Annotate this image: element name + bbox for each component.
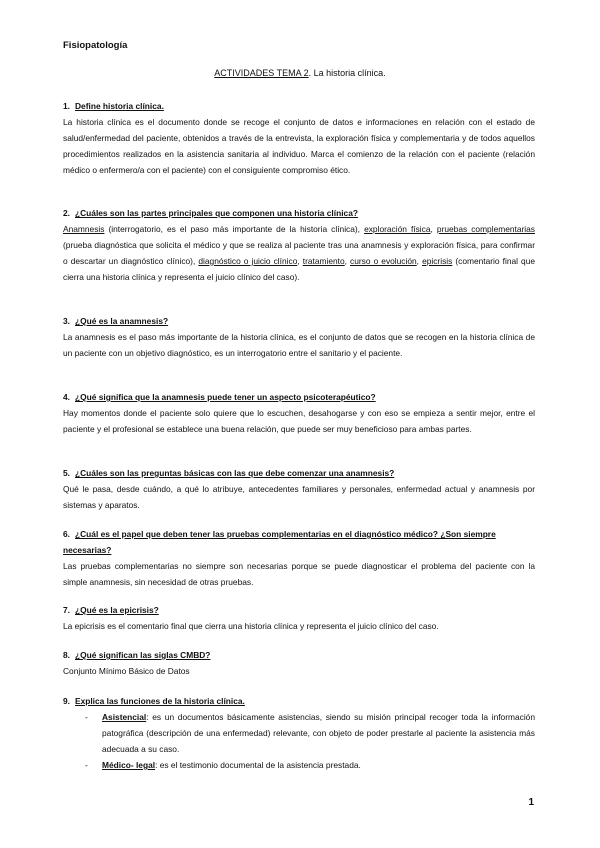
answer-6: Las pruebas complementarias no siempre son necesarias porque se puede diagnosticar el problema del paciente con la simple anamnesis, sin necesidad de otras pruebas.	[63, 561, 535, 587]
section-2	[63, 205, 535, 285]
label-medico-legal: Médico- legal	[102, 760, 156, 770]
term-epicrisis: epicrisis	[422, 256, 453, 266]
section-9	[63, 693, 535, 773]
question-9: 9. Explica las funciones de la historia clínica.	[63, 696, 245, 706]
section-8	[63, 647, 535, 679]
list-item: - Médico- legal: es el testimonio documental de la asistencia prestada.	[85, 760, 361, 770]
answer-7: La epicrisis es el comentario final que cierra una historia clínica y representa el juicio clínico del caso.	[63, 621, 439, 631]
section-5	[63, 465, 535, 513]
section-7	[63, 602, 535, 634]
list-item: - Asistencial: es un documentos básicamente asistencias, siendo su misión principal recoger toda la información patográfica (descripción de una enfermedad) relevante, con objeto de poder prestarle al paciente la asistencia más adecuada a su caso.	[85, 712, 535, 754]
label-asistencial: Asistencial	[102, 712, 147, 722]
section-6	[63, 526, 535, 590]
term-anamnesis: Anamnesis	[63, 224, 105, 234]
title-rest: . La historia clínica.	[308, 68, 386, 78]
course-header: Fisiopatología	[63, 40, 128, 51]
page-title	[0, 68, 600, 78]
question-2: 2. ¿Cuáles son las partes principales que componen una historia clínica?	[63, 208, 358, 218]
answer-4: Hay momentos donde el paciente solo quiere que lo escuchen, desahogarse y con eso se empieza a sentir mejor, entre el paciente y el profesional se establece una buena relación, que puede ser muy beneficioso para ambas partes.	[63, 408, 535, 434]
question-3: 3. ¿Qué es la anamnesis?	[63, 316, 169, 326]
term-tratamiento: tratamiento	[302, 256, 345, 266]
term-exploracion: exploración física	[364, 224, 431, 234]
answer-5: Qué le pasa, desde cuándo, a qué lo atribuye, antecedentes familiares y personales, enfermedad actual y anamnesis por sistemas y aparatos.	[63, 484, 535, 510]
answer-8: Conjunto Mínimo Básico de Datos	[63, 666, 190, 676]
question-5: 5. ¿Cuáles son las preguntas básicas con las que debe comenzar una anamnesis?	[63, 468, 395, 478]
section-1	[63, 98, 535, 178]
section-3	[63, 313, 535, 361]
answer-2: Anamnesis (interrogatorio, es el paso más importante de la historia clínica), exploración física, pruebas complementarias (prueba diagnóstica que solicita el médico y que se realiza al paciente tras una anamnesis y exploración física, para confirmar o descartar un diagnóstico clínico), diagnóstico o juicio clínico, tratamiento, curso o evolución, epicrisis (comentario final que cierra una historia clínica y representa el juicio clínico del caso).	[63, 224, 536, 282]
question-4: 4. ¿Qué significa que la anamnesis puede tener un aspecto psicoterapéutico?	[63, 392, 376, 402]
answer-3: La anamnesis es el paso más importante de la historia clínica, es el conjunto de datos que se recogen en la historia clínica de un paciente con un objetivo diagnóstico, es un interrogatorio entre el sanitario y el paciente.	[63, 332, 535, 358]
section-4	[63, 389, 535, 437]
page-number: 1	[528, 797, 534, 808]
question-6: 6. ¿Cuál es el papel que deben tener las pruebas complementarias en el diagnóstico médico? ¿Son siempre necesarias?	[63, 529, 496, 555]
title-underlined: ACTIVIDADES TEMA 2	[214, 68, 309, 78]
term-curso: curso o evolución	[350, 256, 417, 266]
question-7: 7. ¿Qué es la epicrisis?	[63, 605, 159, 615]
question-1: 1. Define historia clínica.	[63, 101, 164, 111]
term-pruebas: pruebas complementarias	[436, 224, 535, 234]
term-diagnostico: diagnóstico o juicio clínico	[198, 256, 298, 266]
question-8: 8. ¿Qué significan las siglas CMBD?	[63, 650, 211, 660]
answer-1: La historia clínica es el documento donde se recoge el conjunto de datos e informaciones en relación con el estado de salud/enfermedad del paciente, obtenidos a través de la entrevista, la exploración física y complementaria y de todos aquellos procedimientos realizados en la asistencia sanitaria al individuo. Marca el comienzo de la relación con el paciente (relación médico o enfermero/a con el paciente) con el consiguiente compromiso ético.	[63, 117, 535, 175]
functions-list	[63, 709, 535, 773]
